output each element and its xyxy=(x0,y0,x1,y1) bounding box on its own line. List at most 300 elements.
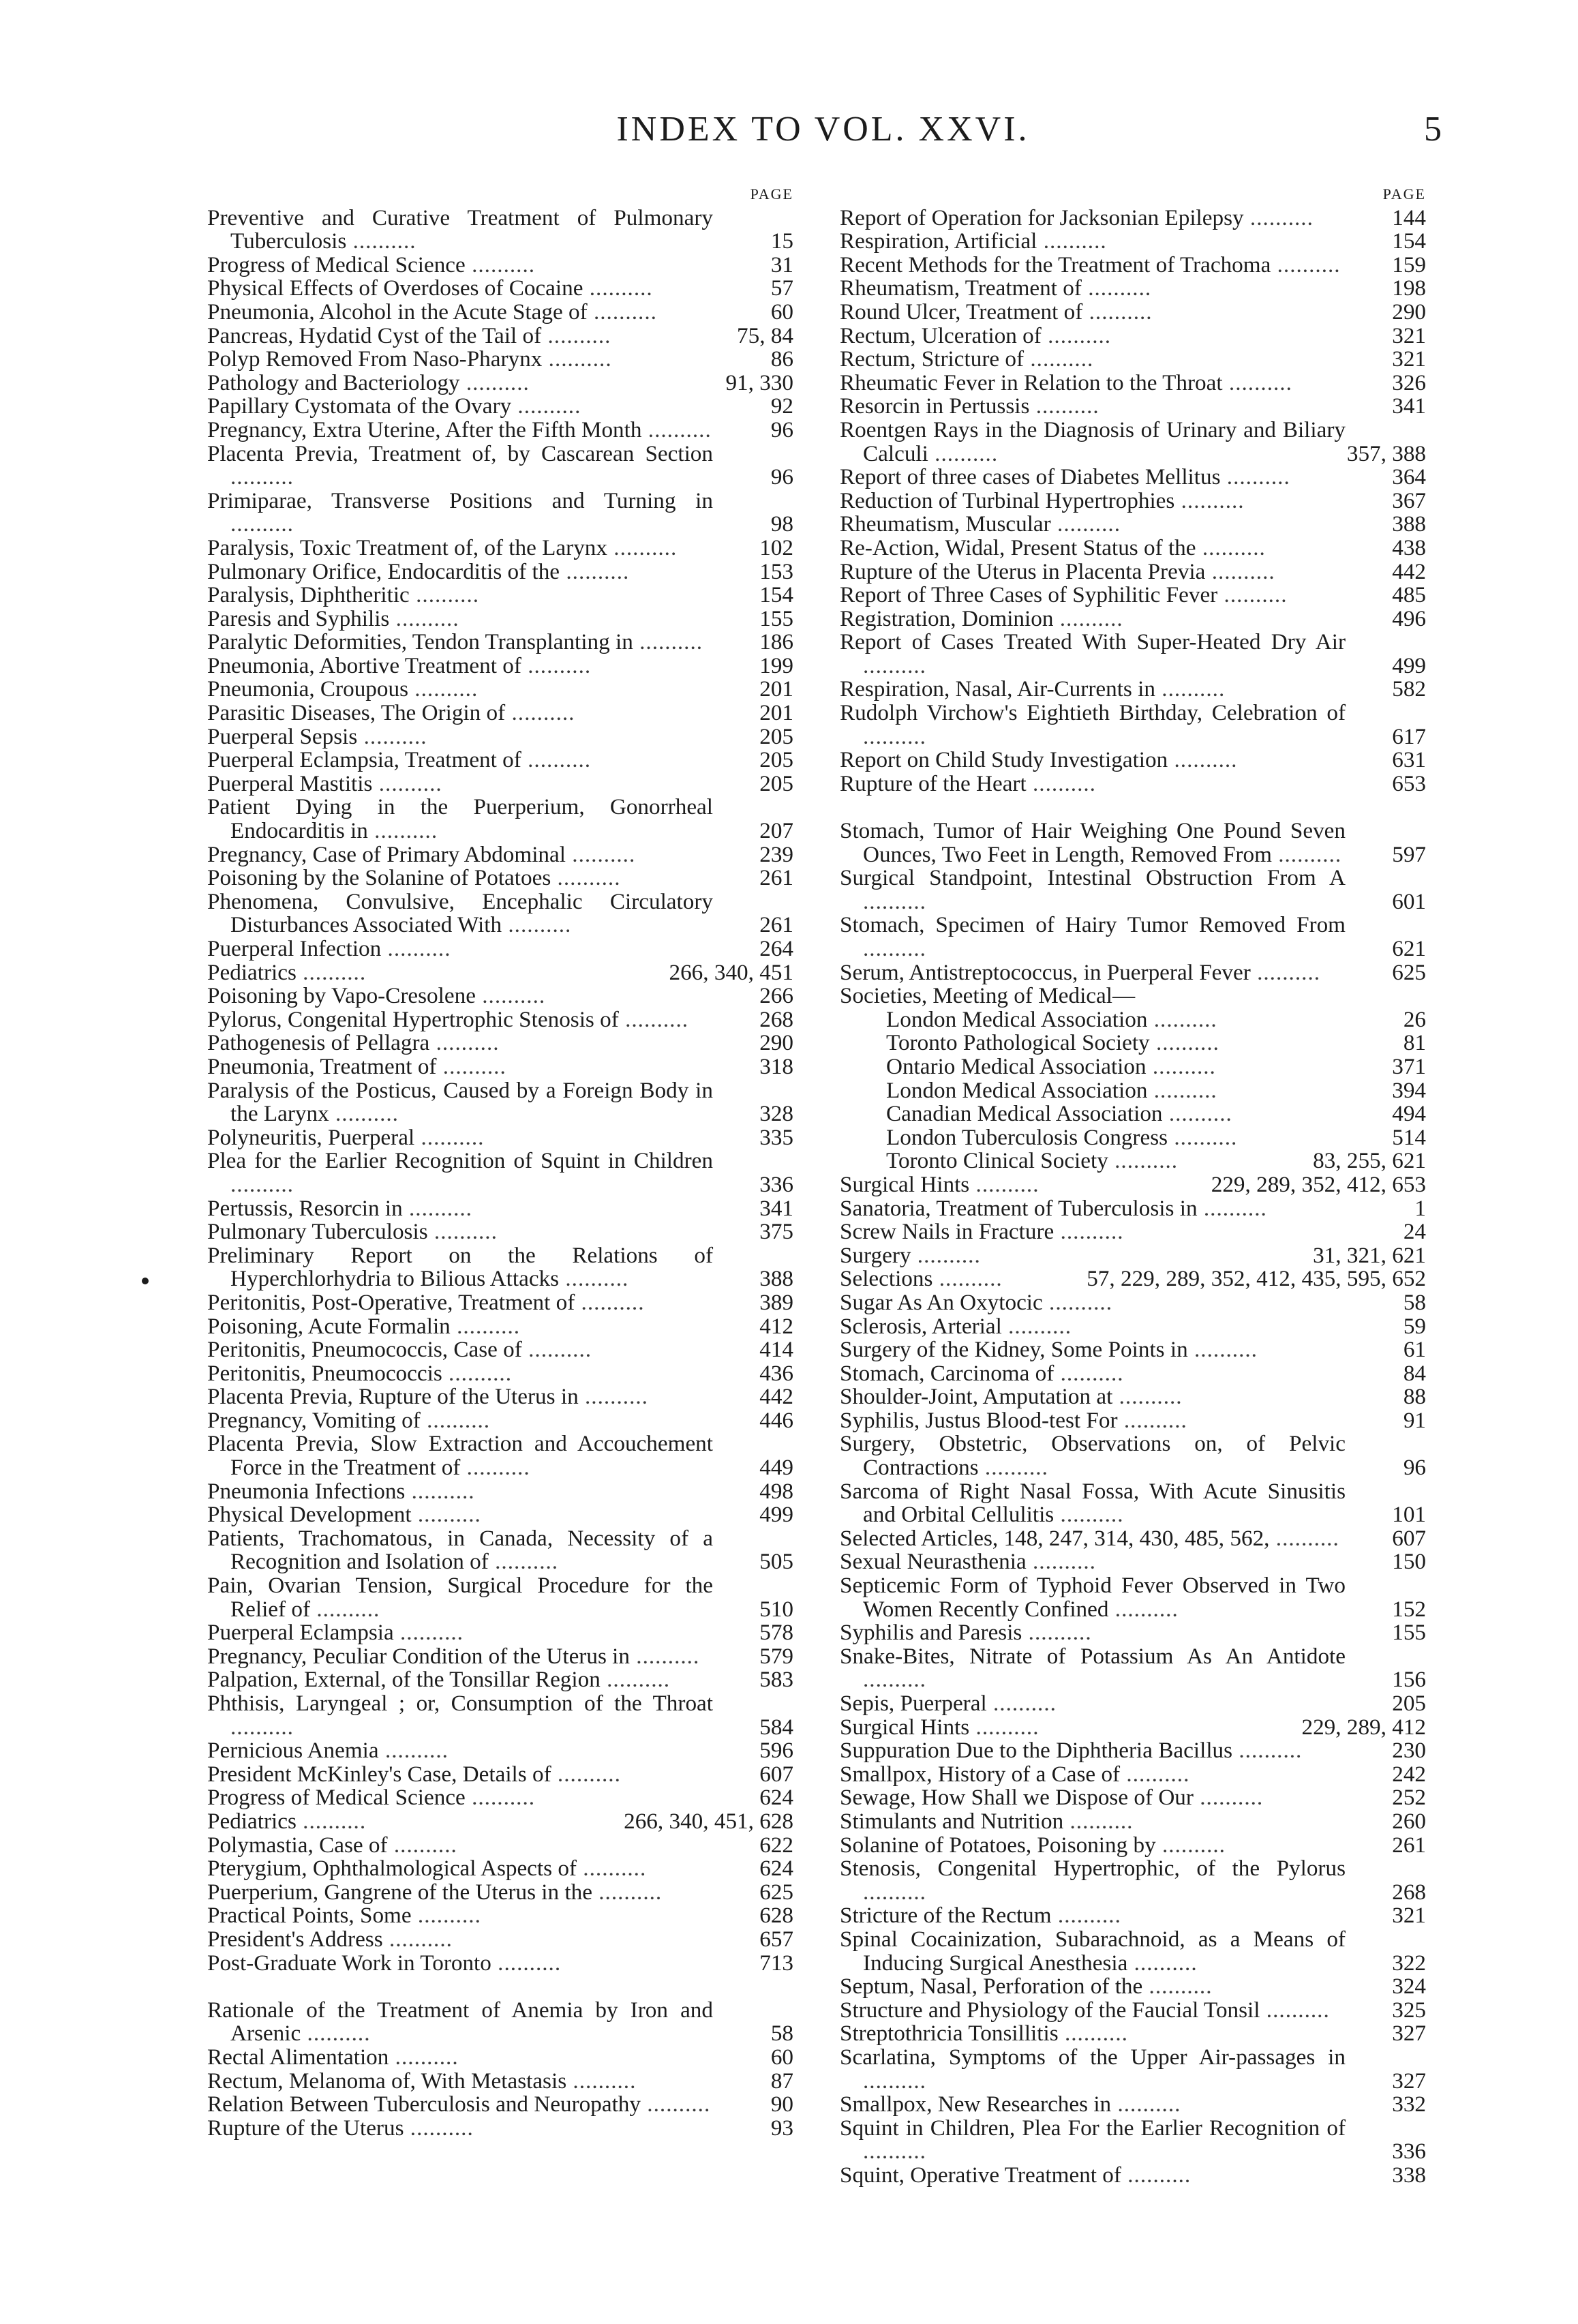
dot-leader: .......... xyxy=(863,888,926,914)
page-reference: 625 xyxy=(759,1879,793,1905)
index-entry xyxy=(207,1810,793,1834)
entry-title: Scarlatina, Symptoms of the Upper Air-passages in xyxy=(840,2044,1346,2070)
index-entry xyxy=(840,1904,1426,1928)
page-reference: 341 xyxy=(759,1195,793,1221)
page-reference: 321 xyxy=(1392,1903,1426,1929)
index-entry xyxy=(840,1786,1426,1810)
index-entry xyxy=(207,1527,793,1574)
page-reference: 341 xyxy=(1392,393,1426,419)
dot-leader: .......... xyxy=(1054,1502,1124,1528)
entry-title: Stricture of the Rectum xyxy=(840,1903,1052,1929)
page-reference: 375 xyxy=(759,1219,793,1245)
dot-leader: .......... xyxy=(1232,1738,1303,1764)
dot-leader: .......... xyxy=(1193,1785,1264,1811)
dot-leader: .......... xyxy=(577,1856,647,1882)
index-entry xyxy=(207,843,793,867)
dot-leader: .......... xyxy=(1250,959,1321,985)
dot-leader: .......... xyxy=(600,1667,671,1693)
entry-title: Structure and Physiology of the Faucial Tonsil xyxy=(840,1997,1260,2023)
dot-leader: .......... xyxy=(969,1714,1040,1740)
page-reference: 394 xyxy=(1392,1077,1426,1103)
index-entry xyxy=(207,1480,793,1504)
dot-leader: .......... xyxy=(1001,1313,1072,1339)
index-entry xyxy=(840,1197,1426,1221)
index-entry xyxy=(207,489,793,537)
entry-title: Solanine of Potatoes, Poisoning by xyxy=(840,1832,1156,1858)
page-reference: 318 xyxy=(759,1053,793,1079)
page-reference: 494 xyxy=(1392,1101,1426,1127)
dot-leader: .......... xyxy=(1155,676,1226,702)
dot-leader: .......... xyxy=(404,2115,474,2141)
dot-leader: .......... xyxy=(641,417,712,442)
page-reference: 621 xyxy=(1392,936,1426,961)
index-entry xyxy=(207,1834,793,1858)
entry-title: Recent Methods for the Treatment of Trachoma xyxy=(840,252,1271,277)
dot-leader: .......... xyxy=(1026,770,1096,796)
entry-title: Sewage, How Shall we Dispose of Our xyxy=(840,1785,1194,1811)
dot-leader: .......... xyxy=(521,652,592,678)
index-entry xyxy=(840,1928,1426,1975)
page-reference: 205 xyxy=(1392,1691,1426,1716)
dot-leader: .......... xyxy=(296,959,367,985)
index-entry xyxy=(207,1338,793,1362)
index-entry xyxy=(840,678,1426,701)
dot-leader: .......... xyxy=(863,936,926,961)
entry-title: Polyp Removed From Naso-Pharynx xyxy=(207,346,543,372)
index-entry xyxy=(207,1692,793,1739)
page-reference: 96 xyxy=(770,464,793,490)
page-reference: 83, 255, 621 xyxy=(1313,1148,1426,1174)
index-entry xyxy=(207,2046,793,2070)
entry-title: Practical Points, Some xyxy=(207,1903,412,1929)
section-gap xyxy=(207,1975,793,1999)
index-entry xyxy=(840,1810,1426,1834)
page-reference: 371 xyxy=(1392,1053,1426,1079)
stray-mark xyxy=(142,1278,149,1284)
page-reference: 322 xyxy=(1392,1950,1426,1976)
page-reference: 199 xyxy=(759,652,793,678)
page-reference: 499 xyxy=(1392,652,1426,678)
entry-title: Polyneuritis, Puerperal xyxy=(207,1124,415,1150)
index-entry xyxy=(207,1952,793,1976)
entry-title: Sanatoria, Treatment of Tuberculosis in xyxy=(840,1195,1198,1221)
page-reference: 332 xyxy=(1392,2092,1426,2117)
dot-leader: .......... xyxy=(393,1620,464,1646)
dot-leader: .......... xyxy=(402,1195,472,1221)
dot-leader: .......... xyxy=(1168,1124,1238,1150)
dot-leader: .......... xyxy=(459,369,530,395)
page-reference: 438 xyxy=(1392,534,1426,560)
dot-leader: .......... xyxy=(560,558,630,584)
page-reference: 230 xyxy=(1392,1738,1426,1764)
dot-leader: .......... xyxy=(414,1124,485,1150)
index-entry xyxy=(840,2022,1426,2046)
entry-title: Report of Cases Treated With Super-Heated Dry Air xyxy=(840,629,1346,655)
entry-title: Sugar As An Oxytocic xyxy=(840,1289,1043,1315)
dot-leader: .......... xyxy=(329,1101,399,1127)
dot-leader: .......... xyxy=(1121,2162,1192,2188)
page-reference: 205 xyxy=(759,770,793,796)
page-reference: 324 xyxy=(1392,1974,1426,1999)
index-entry xyxy=(840,1550,1426,1574)
dot-leader: .......... xyxy=(1081,275,1152,301)
entry-title: Syphilis and Paresis xyxy=(840,1620,1022,1646)
page-reference: 261 xyxy=(1392,1832,1426,1858)
page-reference: 446 xyxy=(759,1407,793,1433)
entry-title: Rheumatism, Muscular xyxy=(840,511,1051,537)
page-reference: 328 xyxy=(759,1101,793,1127)
index-entry xyxy=(840,254,1426,277)
entry-title: Surgical Hints xyxy=(840,1171,970,1197)
page-reference: 59 xyxy=(1403,1313,1426,1339)
entry-title: Poisoning by the Solanine of Potatoes xyxy=(207,865,551,891)
index-entry xyxy=(840,1574,1426,1621)
entry-title: Parasitic Diseases, The Origin of xyxy=(207,700,506,726)
index-entry xyxy=(207,2117,793,2141)
entry-title: Smallpox, New Researches in xyxy=(840,2092,1112,2117)
entry-title: Paralysis, Diphtheritic xyxy=(207,582,410,608)
entry-title: Pneumonia, Croupous xyxy=(207,676,408,702)
dot-leader: .......... xyxy=(566,2068,637,2094)
dot-leader: .......... xyxy=(607,534,678,560)
entry-title: Streptothricia Tonsillitis xyxy=(840,2021,1059,2047)
page-reference: 607 xyxy=(1392,1525,1426,1551)
index-entry xyxy=(207,1928,793,1952)
page-reference: 60 xyxy=(770,2044,793,2070)
index-entry xyxy=(840,2164,1426,2188)
entry-title: Pancreas, Hydatid Cyst of the Tail of xyxy=(207,322,542,348)
dot-leader: .......... xyxy=(1187,1337,1258,1363)
page-reference: 264 xyxy=(759,936,793,961)
entry-title: Patients, Trachomatous, in Canada, Necessity of a Recognition and Isolation of xyxy=(207,1525,713,1575)
dot-leader: .......... xyxy=(587,299,657,325)
entry-title: Screw Nails in Fracture xyxy=(840,1219,1054,1245)
index-entry xyxy=(207,678,793,701)
index-entry xyxy=(207,2093,793,2117)
page-reference: 58 xyxy=(1403,1289,1426,1315)
index-entry xyxy=(840,369,1426,395)
index-entry xyxy=(207,1055,793,1079)
dot-leader: .......... xyxy=(1149,1030,1219,1056)
page-reference: 631 xyxy=(1392,747,1426,773)
entry-title: Roentgen Rays in the Diagnosis of Urinary and Biliary Calculi xyxy=(840,417,1346,466)
entry-title: Societies, Meeting of Medical— xyxy=(840,983,1136,1009)
page-reference: 153 xyxy=(759,558,793,584)
page-reference: 58 xyxy=(770,2021,793,2047)
page-reference: 601 xyxy=(1392,888,1426,914)
dot-leader: .......... xyxy=(1054,1360,1124,1386)
entry-title: Spinal Cocainization, Subarachnoid, as a Means of Inducing Surgical Anesthesia xyxy=(840,1926,1346,1976)
page-reference: 24 xyxy=(1403,1219,1426,1245)
dot-leader: .......... xyxy=(1197,1195,1267,1221)
page-reference: 327 xyxy=(1392,2021,1426,2047)
page-reference: 159 xyxy=(1392,252,1426,277)
page-reference: 321 xyxy=(1392,346,1426,372)
page-reference: 242 xyxy=(1392,1761,1426,1787)
entry-title: Surgery xyxy=(840,1242,911,1268)
entry-title: Pregnancy, Vomiting of xyxy=(207,1407,421,1433)
page-reference: 144 xyxy=(1392,205,1426,230)
index-entry xyxy=(840,1621,1426,1645)
dot-leader: .......... xyxy=(1029,393,1099,419)
index-entry xyxy=(840,1692,1426,1716)
page-reference: 260 xyxy=(1392,1808,1426,1834)
page-reference: 624 xyxy=(759,1856,793,1882)
page-reference: 15 xyxy=(770,228,793,254)
index-entry xyxy=(207,631,793,654)
dot-leader: .......... xyxy=(863,652,926,678)
dot-leader: .......... xyxy=(230,464,294,490)
dot-leader: .......... xyxy=(511,393,581,419)
entry-title: Pneumonia, Abortive Treatment of xyxy=(207,652,521,678)
entry-title: Post-Graduate Work in Toronto xyxy=(207,1950,491,1976)
page-reference: 325 xyxy=(1392,1997,1426,2023)
page-reference: 449 xyxy=(759,1455,793,1481)
dot-leader: .......... xyxy=(502,912,572,938)
dot-leader: .......... xyxy=(1142,1974,1213,1999)
page-reference: 229, 289, 352, 412, 653 xyxy=(1211,1171,1426,1197)
page-reference: 389 xyxy=(759,1289,793,1315)
dot-leader: .......... xyxy=(1042,1289,1113,1315)
entry-title: Stenosis, Congenital Hypertrophic, of the Pylorus xyxy=(840,1856,1346,1882)
page-reference: 268 xyxy=(759,1006,793,1032)
entry-title: Selections xyxy=(840,1266,933,1292)
index-entry xyxy=(207,749,793,772)
dot-leader: .......... xyxy=(641,2092,711,2117)
entry-title: Surgery of the Kidney, Some Points in xyxy=(840,1337,1188,1363)
entry-title: Poisoning, Acute Formalin xyxy=(207,1313,451,1339)
entry-title: Pediatrics xyxy=(207,959,297,985)
entry-title: Report of Three Cases of Syphilitic Fever xyxy=(840,582,1218,608)
entry-title: Phenomena, Convulsive, Encephalic Circulatory Disturbances Associated With xyxy=(207,888,713,938)
dot-leader: .......... xyxy=(1196,534,1266,560)
entry-title: Pregnancy, Case of Primary Abdominal xyxy=(207,841,566,867)
page-reference: 75, 84 xyxy=(737,322,793,348)
entry-title: Paresis and Syphilis xyxy=(207,605,390,631)
index-entry xyxy=(840,2117,1426,2164)
page-reference: 412 xyxy=(759,1313,793,1339)
entry-title: Poisoning by Vapo-Cresolene xyxy=(207,983,476,1009)
entry-title: Phthisis, Laryngeal ; or, Consumption of the Throat xyxy=(207,1691,713,1716)
entry-title: Serum, Antistreptococcus, in Puerperal Fever xyxy=(840,959,1251,985)
page-reference: 653 xyxy=(1392,770,1426,796)
index-entry xyxy=(207,961,793,985)
entry-title: Placenta Previa, Slow Extraction and Accouchement Force in the Treatment of xyxy=(207,1431,713,1481)
page-reference: 582 xyxy=(1392,676,1426,702)
index-entry xyxy=(840,1173,1426,1197)
entry-title: Pediatrics xyxy=(207,1808,297,1834)
dot-leader: .......... xyxy=(1222,369,1292,395)
dot-leader: .......... xyxy=(1217,582,1288,608)
index-entry xyxy=(840,749,1426,772)
index-entry xyxy=(207,2070,793,2094)
index-entry xyxy=(207,1126,793,1150)
page-reference: 90 xyxy=(770,2092,793,2117)
page-reference: 205 xyxy=(759,723,793,749)
dot-leader: .......... xyxy=(1269,1525,1339,1551)
page-reference: 87 xyxy=(770,2068,793,2094)
page-reference: 57 xyxy=(770,275,793,301)
index-entry xyxy=(207,301,793,325)
index-entry xyxy=(207,419,793,442)
dot-leader: .......... xyxy=(382,1926,453,1952)
page-reference: 624 xyxy=(759,1785,793,1811)
entry-title: Smallpox, History of a Case of xyxy=(840,1761,1121,1787)
dot-leader: .......... xyxy=(618,1006,689,1032)
page-reference: 57, 229, 289, 352, 412, 435, 595, 652 xyxy=(1087,1266,1426,1292)
entry-title: Rheumatic Fever in Relation to the Throat xyxy=(840,369,1223,395)
index-entry xyxy=(207,701,793,725)
page-reference: 436 xyxy=(759,1360,793,1386)
page-reference: 498 xyxy=(759,1478,793,1504)
dot-leader: .......... xyxy=(230,1714,294,1740)
index-entry xyxy=(840,1480,1426,1527)
index-entry xyxy=(840,866,1426,914)
index-entry xyxy=(207,1291,793,1315)
page-reference: 31 xyxy=(770,252,793,277)
dot-leader: .......... xyxy=(629,1643,700,1669)
index-entry xyxy=(840,1975,1426,1999)
dot-leader: .......... xyxy=(1174,487,1245,513)
dot-leader: .......... xyxy=(405,1478,475,1504)
entry-title: Rectum, Ulceration of xyxy=(840,322,1042,348)
dot-leader: .......... xyxy=(488,1549,559,1575)
entry-title: Snake-Bites, Nitrate of Potassium As An Antidote xyxy=(840,1643,1346,1669)
entry-title: Syphilis, Justus Blood-test For xyxy=(840,1407,1118,1433)
page-reference: 96 xyxy=(1403,1455,1426,1481)
page-reference: 102 xyxy=(759,534,793,560)
entry-title: Rupture of the Uterus xyxy=(207,2115,404,2141)
page-reference: 584 xyxy=(759,1714,793,1740)
page-reference: 628 xyxy=(759,1903,793,1929)
entry-title: London Tuberculosis Congress xyxy=(886,1124,1168,1150)
dot-leader: .......... xyxy=(1108,1148,1179,1174)
index-entry xyxy=(207,560,793,584)
dot-leader: .......... xyxy=(465,252,536,277)
index-entry xyxy=(207,1409,793,1433)
index-entry xyxy=(207,207,793,254)
index-entry xyxy=(207,772,793,796)
entry-title: Pneumonia, Alcohol in the Acute Stage of xyxy=(207,299,588,325)
page-reference: 388 xyxy=(759,1266,793,1292)
page-reference: 388 xyxy=(1392,511,1426,537)
page-reference: 336 xyxy=(759,1171,793,1197)
page-reference: 205 xyxy=(759,747,793,773)
dot-leader: .......... xyxy=(863,2068,926,2094)
index-subentry xyxy=(886,1102,1426,1126)
dot-leader: .......... xyxy=(409,582,480,608)
entry-title: Surgical Standpoint, Intestinal Obstruction From A xyxy=(840,865,1346,891)
entry-title: Squint, Operative Treatment of xyxy=(840,2162,1121,2188)
dot-leader: .......... xyxy=(230,1171,294,1197)
page-reference: 335 xyxy=(759,1124,793,1150)
index-entry xyxy=(207,1008,793,1032)
dot-leader: .......... xyxy=(1050,511,1121,537)
dot-leader: .......... xyxy=(1082,299,1153,325)
entry-title: Plea for the Earlier Recognition of Squint in Children xyxy=(207,1148,713,1174)
dot-leader: .......... xyxy=(301,2021,371,2047)
entry-title: Placenta Previa, Rupture of the Uterus in xyxy=(207,1384,579,1410)
index-entry xyxy=(840,772,1426,796)
dot-leader: .......... xyxy=(1037,228,1107,254)
entry-title: Paralysis, Toxic Treatment of, of the Larynx xyxy=(207,534,607,560)
index-entry xyxy=(840,1409,1426,1433)
dot-leader: .......... xyxy=(559,1266,629,1292)
dot-leader: .......... xyxy=(460,1455,530,1481)
entry-title: Respiration, Artificial xyxy=(840,228,1037,254)
page-reference: 442 xyxy=(1392,558,1426,584)
entry-title: Peritonitis, Pneumococcis, Case of xyxy=(207,1337,522,1363)
entry-title: President's Address xyxy=(207,1926,383,1952)
index-entry xyxy=(207,1432,793,1479)
index-entry xyxy=(207,369,793,395)
page-reference: 622 xyxy=(759,1832,793,1858)
page-reference: 336 xyxy=(1392,2139,1426,2164)
entry-title: Pregnancy, Peculiar Condition of the Uterus in xyxy=(207,1643,630,1669)
page-column-label: PAGE xyxy=(1382,185,1426,202)
page-reference: 514 xyxy=(1392,1124,1426,1150)
entry-title: Rheumatism, Treatment of xyxy=(840,275,1082,301)
index-entry xyxy=(840,1999,1426,2023)
entry-title: Report on Child Study Investigation xyxy=(840,747,1168,773)
entry-title: Canadian Medical Association xyxy=(886,1101,1163,1127)
page-reference: 61 xyxy=(1403,1337,1426,1363)
index-entry xyxy=(840,513,1426,537)
page-reference: 98 xyxy=(770,511,793,537)
index-entry xyxy=(840,348,1426,372)
entry-title: Rectum, Stricture of xyxy=(840,346,1025,372)
dot-leader: .......... xyxy=(346,228,416,254)
page-reference: 505 xyxy=(759,1549,793,1575)
index-entry xyxy=(207,277,793,301)
index-entry xyxy=(207,725,793,749)
index-entry xyxy=(207,1857,793,1881)
dot-leader: .......... xyxy=(1024,346,1094,372)
index-entry xyxy=(840,534,1426,560)
index-entry xyxy=(840,301,1426,325)
dot-leader: .......... xyxy=(1063,1808,1134,1834)
entry-title: Puerperal Sepsis xyxy=(207,723,358,749)
index-entry xyxy=(840,1716,1426,1740)
dot-leader: .......... xyxy=(863,1667,926,1693)
page-reference: 266 xyxy=(759,983,793,1009)
entry-title: Puerperal Eclampsia xyxy=(207,1620,394,1646)
entry-title: President McKinley's Case, Details of xyxy=(207,1761,551,1787)
page-reference: 154 xyxy=(759,582,793,608)
entry-title: Rationale of the Treatment of Anemia by Iron and Arsenic xyxy=(207,1997,713,2047)
entry-title: Papillary Cystomata of the Ovary xyxy=(207,393,512,419)
page-reference: 81 xyxy=(1403,1030,1426,1056)
entry-title: Report of three cases of Diabetes Mellitus xyxy=(840,464,1221,490)
page-reference: 597 xyxy=(1392,841,1426,867)
entry-title: Re-Action, Widal, Present Status of the xyxy=(840,534,1196,560)
index-entry xyxy=(840,322,1426,348)
index-entry xyxy=(840,1220,1426,1244)
dot-leader: .......... xyxy=(863,2139,926,2164)
index-entry xyxy=(207,1149,793,1196)
entry-title: Pylorus, Congenital Hypertrophic Stenosis of xyxy=(207,1006,619,1032)
index-entry xyxy=(207,1621,793,1645)
page-reference: 499 xyxy=(759,1502,793,1528)
entry-title: Paralysis of the Posticus, Caused by a Foreign Body in the Larynx xyxy=(207,1077,713,1127)
page-reference: 155 xyxy=(759,605,793,631)
entry-title: Selected Articles, 148, 247, 314, 430, 485, 562, xyxy=(840,1525,1270,1551)
index-entry xyxy=(207,654,793,678)
entry-title: Primiparae, Transverse Positions and Turning in xyxy=(207,487,713,513)
dot-leader: .......... xyxy=(429,1030,500,1056)
page-reference: 268 xyxy=(1392,1879,1426,1905)
entry-title: Pneumonia Infections xyxy=(207,1478,406,1504)
